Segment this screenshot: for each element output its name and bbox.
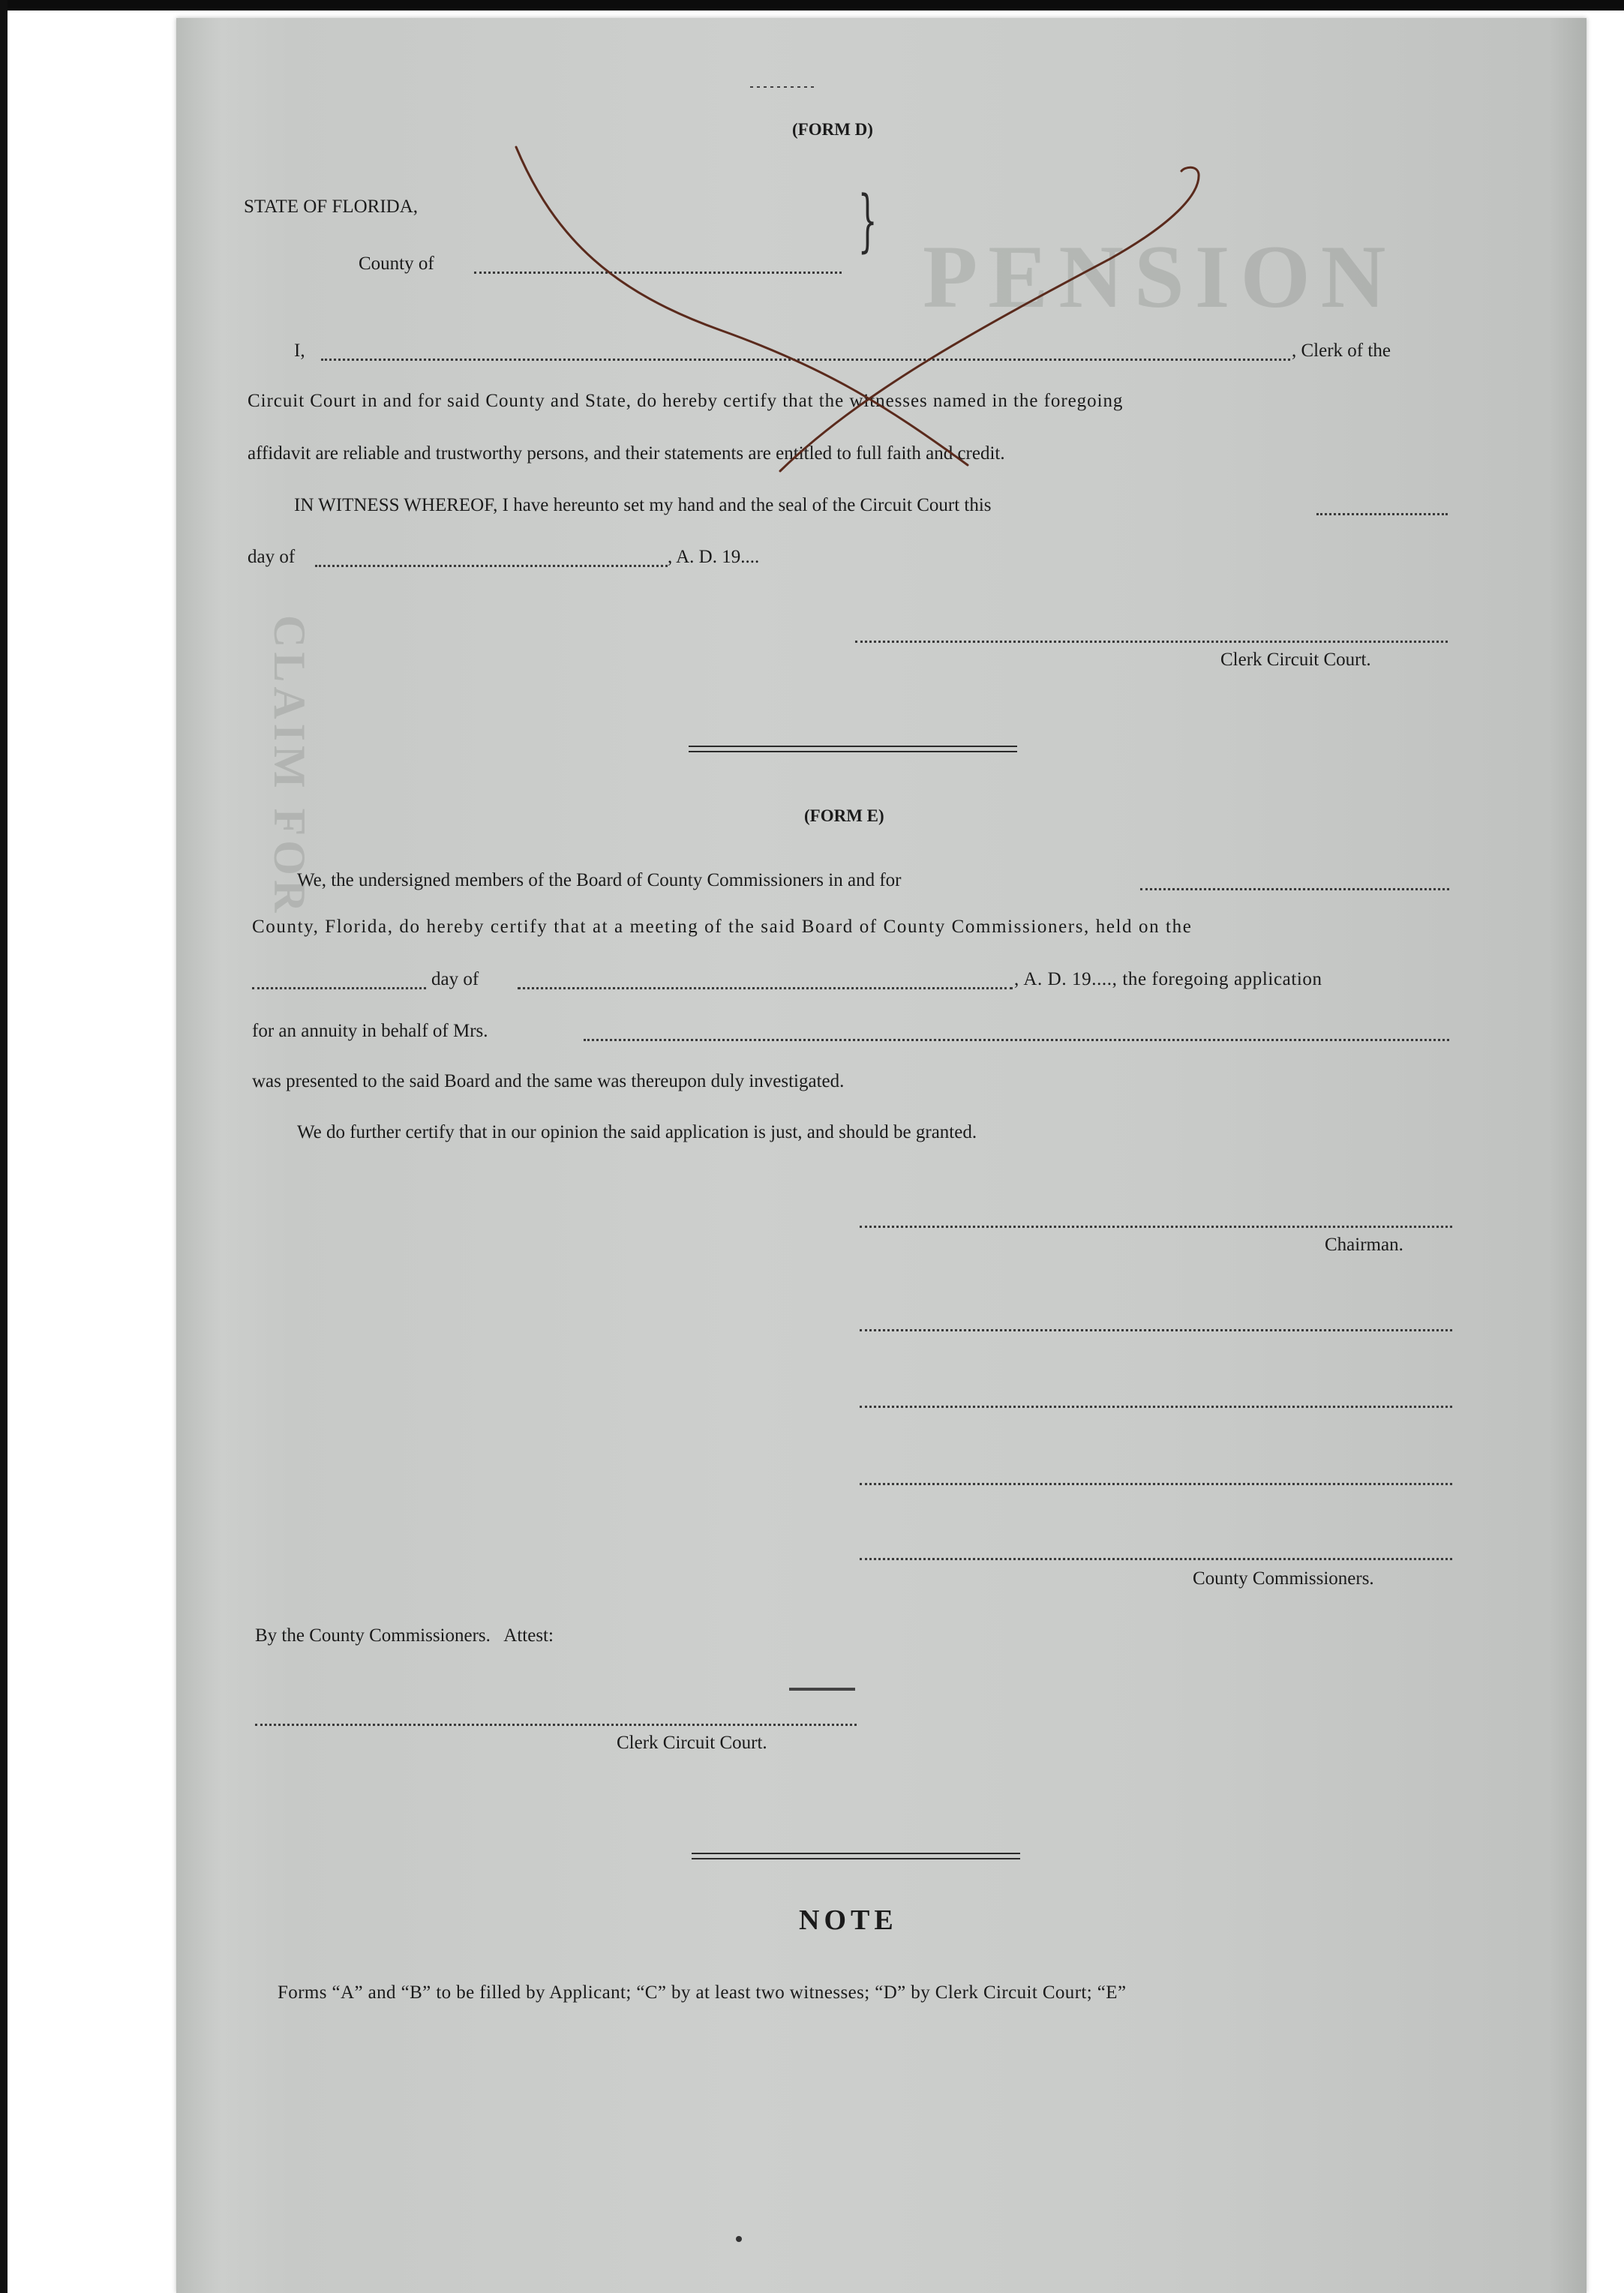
- form-e-commissioners-label: County Commissioners.: [1193, 1568, 1374, 1589]
- form-d-line4: IN WITNESS WHEREOF, I have hereunto set my hand and the seal of the Circuit Court this: [294, 495, 992, 515]
- form-d-brace: }: [857, 182, 878, 260]
- form-e-line1: We, the undersigned members of the Board of County Commissioners in and for: [297, 870, 902, 890]
- form-e-line6: We do further certify that in our opinion the said application is just, and should be granted.: [297, 1122, 977, 1142]
- form-d-line1-start: I,: [294, 341, 305, 361]
- form-d-line2-text: Circuit Court in and for said County and State, do hereby certify that the witnesses named in the foregoing: [248, 391, 1124, 411]
- form-d-heading: (FORM D): [792, 120, 873, 139]
- form-d-state: STATE OF FLORIDA,: [244, 197, 419, 217]
- form-e-line2-text: County, Florida, do hereby certify that at a meeting of the said Board of County Commissioners, held on the: [252, 917, 1193, 937]
- form-d-line5-start: day of: [248, 547, 296, 567]
- bleed-through-heading: PENSION: [923, 227, 1397, 326]
- form-e-clerk-label: Clerk Circuit Court.: [617, 1733, 767, 1753]
- form-d-line3: affidavit are reliable and trustworthy persons, and their statements are entitled to full faith and credit.: [248, 443, 1005, 464]
- form-d-signature-label: Clerk Circuit Court.: [1220, 650, 1371, 670]
- bleed-through-vertical: CLAIM FOR: [265, 615, 314, 917]
- form-d-line1-end: , Clerk of the: [1292, 341, 1391, 361]
- form-d-county-label: County of: [359, 254, 434, 274]
- form-e-line3-end: , A. D. 19...., the foregoing application: [1014, 969, 1322, 989]
- form-e-line4: for an annuity in behalf of Mrs.: [252, 1021, 488, 1041]
- form-e-line5: was presented to the said Board and the same was thereupon duly investigated.: [252, 1071, 845, 1091]
- form-e-line3-mid: day of: [431, 969, 479, 989]
- form-e-chairman-label: Chairman.: [1325, 1235, 1403, 1255]
- form-e-attest: By the County Commissioners. Attest:: [255, 1625, 554, 1646]
- form-e-heading: (FORM E): [804, 806, 884, 825]
- note-text: Forms “A” and “B” to be filled by Applicant; “C” by at least two witnesses; “D” by Clerk Circuit Court; “E”: [278, 1982, 1127, 2003]
- form-d-line5-end: , A. D. 19....: [668, 547, 760, 567]
- note-heading: NOTE: [799, 1904, 898, 1936]
